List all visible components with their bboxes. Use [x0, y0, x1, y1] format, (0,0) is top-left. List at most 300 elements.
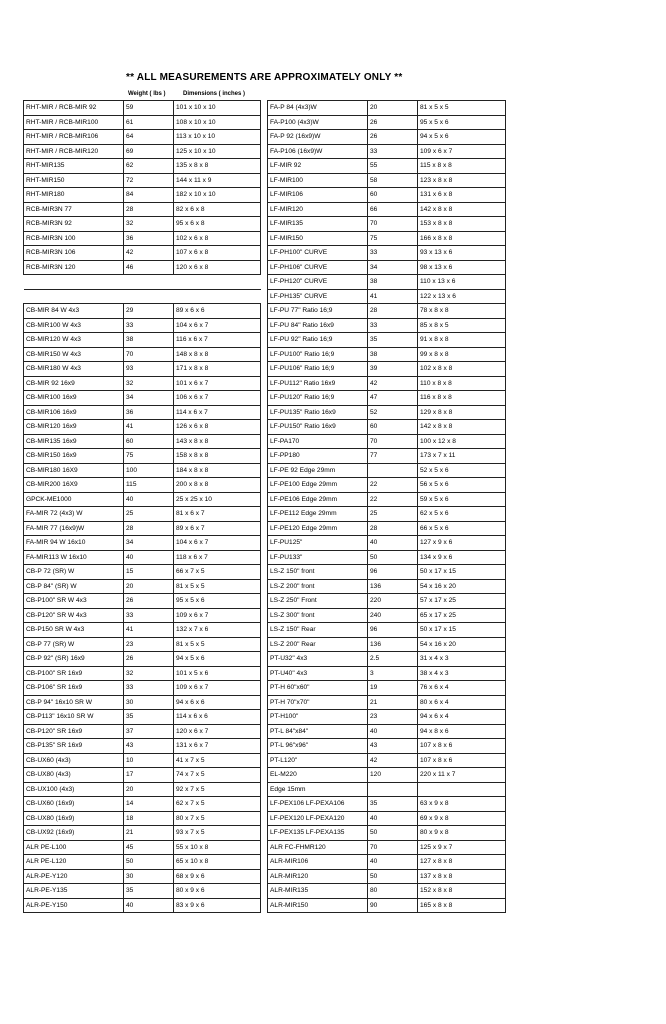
weight-cell: 40	[368, 855, 418, 870]
dimensions-cell: 220 x 11 x 7	[418, 768, 506, 783]
dimensions-cell: 81 x 5 x 5	[174, 637, 261, 652]
table-row	[268, 217, 506, 232]
model-cell: CB-MIR150 16x9	[24, 449, 124, 464]
model-cell: GPCK-ME1000	[24, 492, 124, 507]
dimensions-cell: 120 x 6 x 8	[174, 260, 261, 275]
table-row	[268, 463, 506, 478]
dimensions-cell: 109 x 6 x 7	[174, 681, 261, 696]
dimensions-cell: 78 x 8 x 8	[418, 304, 506, 319]
weight-cell: 70	[368, 434, 418, 449]
dimensions-cell: 99 x 8 x 8	[418, 347, 506, 362]
weight-cell: 50	[368, 869, 418, 884]
dimensions-cell: 65 x 17 x 25	[418, 608, 506, 623]
dimensions-cell: 80 x 7 x 5	[174, 811, 261, 826]
model-cell: PT-H 70"x70"	[268, 695, 368, 710]
model-cell: PT-H100"	[268, 710, 368, 725]
table-row	[268, 101, 506, 116]
weight-cell: 36	[124, 405, 174, 420]
weight-cell	[124, 289, 174, 304]
model-cell: LF-PU 77" Ratio 16;9	[268, 304, 368, 319]
dimensions-cell: 95 x 5 x 6	[174, 594, 261, 609]
table-row	[268, 507, 506, 522]
weight-cell	[368, 463, 418, 478]
model-cell: CB-UX60 (16x9)	[24, 797, 124, 812]
dimensions-cell: 83 x 9 x 6	[174, 898, 261, 913]
dimensions-cell: 89 x 6 x 7	[174, 521, 261, 536]
weight-cell: 115	[124, 478, 174, 493]
weight-cell: 80	[368, 884, 418, 899]
weight-cell: 77	[368, 449, 418, 464]
dimensions-cell: 108 x 10 x 10	[174, 115, 261, 130]
model-cell: PT-L 84"x84"	[268, 724, 368, 739]
dimensions-cell: 101 x 6 x 7	[174, 376, 261, 391]
model-cell: FA-MIR113 W 16x10	[24, 550, 124, 565]
weight-cell: 120	[368, 768, 418, 783]
model-cell: RHT-MIR / RCB-MIR 92	[24, 101, 124, 116]
table-row	[268, 434, 506, 449]
table-row	[268, 594, 506, 609]
table-row	[268, 115, 506, 130]
model-cell: LF-PU 92" Ratio 16;9	[268, 333, 368, 348]
dimensions-cell: 166 x 8 x 8	[418, 231, 506, 246]
model-cell: CB-MIR135 16x9	[24, 434, 124, 449]
dimensions-cell: 62 x 7 x 5	[174, 797, 261, 812]
dimensions-cell: 114 x 6 x 7	[174, 405, 261, 420]
model-cell: CB-MIR 84 W 4x3	[24, 304, 124, 319]
dimensions-cell: 165 x 8 x 8	[418, 898, 506, 913]
weight-cell: 22	[368, 478, 418, 493]
table-row	[24, 275, 261, 290]
weight-cell: 30	[124, 869, 174, 884]
model-cell: CB-P 84" (SR) W	[24, 579, 124, 594]
model-cell: LF-PU133"	[268, 550, 368, 565]
dimensions-cell: 31 x 4 x 3	[418, 652, 506, 667]
dimensions-cell: 158 x 8 x 8	[174, 449, 261, 464]
dimensions-cell: 114 x 6 x 6	[174, 710, 261, 725]
model-cell: LF-MIR135	[268, 217, 368, 232]
model-cell: ALR-MIR135	[268, 884, 368, 899]
table-row	[24, 826, 261, 841]
table-row	[24, 478, 261, 493]
weight-cell: 46	[124, 260, 174, 275]
table-row	[268, 304, 506, 319]
model-cell: RCB-MIR3N 77	[24, 202, 124, 217]
table-row	[268, 318, 506, 333]
table-row	[268, 188, 506, 203]
model-cell: CB-MIR 92 16x9	[24, 376, 124, 391]
table-row	[24, 217, 261, 232]
weight-cell: 47	[368, 391, 418, 406]
weight-cell: 37	[124, 724, 174, 739]
model-cell: LF-MIR120	[268, 202, 368, 217]
table-row	[268, 550, 506, 565]
model-cell: CB-UX92 (16x9)	[24, 826, 124, 841]
table-row	[24, 739, 261, 754]
dimensions-cell: 101 x 10 x 10	[174, 101, 261, 116]
weight-cell: 36	[124, 231, 174, 246]
weight-cell: 14	[124, 797, 174, 812]
dimensions-cell: 38 x 4 x 3	[418, 666, 506, 681]
weight-cell: 34	[368, 260, 418, 275]
model-cell: Edge 15mm	[268, 782, 368, 797]
weight-cell: 20	[124, 579, 174, 594]
weight-cell: 28	[368, 521, 418, 536]
weight-cell: 84	[124, 188, 174, 203]
model-cell: PT-L120"	[268, 753, 368, 768]
weight-cell: 136	[368, 637, 418, 652]
table-row	[24, 811, 261, 826]
table-row	[268, 449, 506, 464]
model-cell: LS-Z 300" front	[268, 608, 368, 623]
model-cell: CB-UX80 (4x3)	[24, 768, 124, 783]
table-row	[268, 695, 506, 710]
dimensions-cell: 142 x 8 x 8	[418, 202, 506, 217]
dimensions-cell: 94 x 6 x 4	[418, 710, 506, 725]
model-cell: LF-PE 92 Edge 29mm	[268, 463, 368, 478]
dimensions-cell: 107 x 8 x 6	[418, 739, 506, 754]
model-cell: PT-L 96"x96"	[268, 739, 368, 754]
dimensions-cell: 153 x 8 x 8	[418, 217, 506, 232]
table-row	[268, 130, 506, 145]
weight-cell: 33	[124, 608, 174, 623]
model-cell: CB-P150 SR W 4x3	[24, 623, 124, 638]
weight-cell: 55	[368, 159, 418, 174]
dimensions-cell: 102 x 8 x 8	[418, 362, 506, 377]
table-row	[268, 144, 506, 159]
model-cell: RHT-MIR150	[24, 173, 124, 188]
weight-cell: 64	[124, 130, 174, 145]
dimensions-cell: 135 x 8 x 8	[174, 159, 261, 174]
model-cell: LS-Z 200" front	[268, 579, 368, 594]
table-row	[268, 405, 506, 420]
weight-cell: 33	[124, 681, 174, 696]
dimensions-column-header: Dimensions ( inches )	[183, 91, 246, 97]
table-row	[268, 753, 506, 768]
table-row	[24, 318, 261, 333]
weight-cell: 240	[368, 608, 418, 623]
model-cell: CB-MIR120 16x9	[24, 420, 124, 435]
dimensions-cell: 122 x 13 x 6	[418, 289, 506, 304]
dimensions-cell: 131 x 6 x 7	[174, 739, 261, 754]
dimensions-cell: 120 x 6 x 7	[174, 724, 261, 739]
table-row	[24, 173, 261, 188]
weight-cell: 100	[124, 463, 174, 478]
model-cell: LF-PE106 Edge 29mm	[268, 492, 368, 507]
table-row	[268, 898, 506, 913]
weight-cell: 69	[124, 144, 174, 159]
model-cell: PT-H 60"x60"	[268, 681, 368, 696]
table-row	[24, 768, 261, 783]
weight-cell: 41	[368, 289, 418, 304]
table-row	[268, 202, 506, 217]
table-row	[24, 884, 261, 899]
dimensions-cell: 81 x 5 x 5	[418, 101, 506, 116]
dimensions-cell: 109 x 6 x 7	[174, 608, 261, 623]
dimensions-cell: 50 x 17 x 15	[418, 565, 506, 580]
table-row	[24, 405, 261, 420]
table-row	[24, 579, 261, 594]
weight-cell: 33	[124, 318, 174, 333]
weight-cell: 38	[368, 275, 418, 290]
weight-cell: 60	[368, 188, 418, 203]
model-cell: CB-P 92" (SR) 16x9	[24, 652, 124, 667]
model-cell: ALR PE-L120	[24, 855, 124, 870]
table-row	[268, 623, 506, 638]
table-row	[268, 231, 506, 246]
dimensions-cell: 82 x 6 x 8	[174, 202, 261, 217]
weight-cell: 34	[124, 391, 174, 406]
table-row	[24, 463, 261, 478]
weight-cell: 61	[124, 115, 174, 130]
dimensions-cell: 127 x 9 x 6	[418, 536, 506, 551]
weight-cell: 32	[124, 666, 174, 681]
dimensions-cell: 93 x 7 x 5	[174, 826, 261, 841]
model-cell: LS-Z 250" Front	[268, 594, 368, 609]
model-cell: CB-P113" 16x10 SR W	[24, 710, 124, 725]
dimensions-cell: 148 x 8 x 8	[174, 347, 261, 362]
dimensions-cell: 54 x 16 x 20	[418, 579, 506, 594]
model-cell: FA-P 84 (4x3)W	[268, 101, 368, 116]
dimensions-cell: 50 x 17 x 15	[418, 623, 506, 638]
weight-cell: 40	[368, 536, 418, 551]
weight-cell: 26	[124, 652, 174, 667]
model-cell	[24, 289, 124, 304]
weight-cell: 33	[368, 246, 418, 261]
table-row	[268, 768, 506, 783]
table-row	[268, 666, 506, 681]
table-row	[268, 536, 506, 551]
weight-cell: 75	[368, 231, 418, 246]
dimensions-cell: 98 x 13 x 6	[418, 260, 506, 275]
model-cell: ALR-PE-Y135	[24, 884, 124, 899]
weight-cell: 96	[368, 565, 418, 580]
table-row	[268, 797, 506, 812]
table-row	[268, 376, 506, 391]
dimensions-cell: 95 x 6 x 8	[174, 217, 261, 232]
table-row	[24, 753, 261, 768]
model-cell: PT-U32" 4x3	[268, 652, 368, 667]
dimensions-cell: 110 x 8 x 8	[418, 376, 506, 391]
table-row	[24, 536, 261, 551]
weight-cell: 50	[368, 826, 418, 841]
model-cell: LF-PEX135 LF-PEXA135	[268, 826, 368, 841]
table-row	[24, 202, 261, 217]
table-row	[268, 869, 506, 884]
weight-cell: 42	[124, 246, 174, 261]
dimensions-cell: 81 x 5 x 5	[174, 579, 261, 594]
weight-cell: 23	[368, 710, 418, 725]
dimensions-cell: 113 x 10 x 10	[174, 130, 261, 145]
dimensions-cell: 89 x 6 x 6	[174, 304, 261, 319]
model-cell: PT-U40" 4x3	[268, 666, 368, 681]
weight-cell: 50	[368, 550, 418, 565]
dimensions-cell	[418, 782, 506, 797]
weight-cell: 32	[124, 376, 174, 391]
weight-cell: 136	[368, 579, 418, 594]
weight-cell: 39	[368, 362, 418, 377]
dimensions-cell: 94 x 5 x 6	[418, 130, 506, 145]
table-row	[24, 594, 261, 609]
table-row	[24, 260, 261, 275]
table-row	[24, 710, 261, 725]
model-cell: CB-P 94" 16x10 SR W	[24, 695, 124, 710]
model-cell: ALR-PE-Y120	[24, 869, 124, 884]
model-cell: LF-PU100" Ratio 16;9	[268, 347, 368, 362]
dimensions-cell: 25 x 25 x 10	[174, 492, 261, 507]
table-row	[24, 608, 261, 623]
model-cell: FA-MIR 72 (4x3) W	[24, 507, 124, 522]
table-row	[24, 130, 261, 145]
table-row	[24, 681, 261, 696]
dimensions-cell: 63 x 9 x 8	[418, 797, 506, 812]
model-cell: CB-P100" SR 16x9	[24, 666, 124, 681]
dimensions-cell: 56 x 5 x 6	[418, 478, 506, 493]
dimensions-cell: 85 x 8 x 5	[418, 318, 506, 333]
weight-cell: 32	[124, 217, 174, 232]
model-cell: CB-MIR100 W 4x3	[24, 318, 124, 333]
dimensions-cell: 76 x 6 x 4	[418, 681, 506, 696]
model-cell: LF-PA170	[268, 434, 368, 449]
table-row	[24, 840, 261, 855]
weight-cell: 29	[124, 304, 174, 319]
model-cell: CB-MIR106 16x9	[24, 405, 124, 420]
weight-cell: 21	[124, 826, 174, 841]
model-cell: RHT-MIR / RCB-MIR120	[24, 144, 124, 159]
model-cell: RCB-MIR3N 106	[24, 246, 124, 261]
weight-cell: 93	[124, 362, 174, 377]
weight-cell: 66	[368, 202, 418, 217]
table-row	[268, 565, 506, 580]
dimensions-cell: 57 x 17 x 25	[418, 594, 506, 609]
table-row	[24, 391, 261, 406]
table-row	[268, 159, 506, 174]
dimensions-cell: 104 x 6 x 7	[174, 318, 261, 333]
table-row	[268, 681, 506, 696]
dimensions-cell: 184 x 8 x 8	[174, 463, 261, 478]
table-row	[24, 666, 261, 681]
dimensions-cell: 54 x 16 x 20	[418, 637, 506, 652]
model-cell: CB-UX80 (16x9)	[24, 811, 124, 826]
dimensions-cell: 116 x 6 x 7	[174, 333, 261, 348]
model-cell: LS-Z 150" Rear	[268, 623, 368, 638]
weight-cell: 33	[368, 144, 418, 159]
weight-cell: 40	[124, 492, 174, 507]
weight-cell: 3	[368, 666, 418, 681]
model-cell: LF-PU 84" Ratio 16x9	[268, 318, 368, 333]
dimensions-cell: 137 x 8 x 8	[418, 869, 506, 884]
weight-cell: 25	[124, 507, 174, 522]
model-cell: CB-P120" SR 16x9	[24, 724, 124, 739]
table-row	[24, 855, 261, 870]
weight-cell: 43	[368, 739, 418, 754]
weight-cell: 60	[368, 420, 418, 435]
weight-cell: 70	[124, 347, 174, 362]
dimensions-cell: 41 x 7 x 5	[174, 753, 261, 768]
model-cell: LF-PU135" Ratio 16x9	[268, 405, 368, 420]
dimensions-cell: 101 x 5 x 6	[174, 666, 261, 681]
weight-cell: 28	[368, 304, 418, 319]
weight-cell: 33	[368, 318, 418, 333]
dimensions-cell: 80 x 9 x 8	[418, 826, 506, 841]
model-cell: CB-MIR120 W 4x3	[24, 333, 124, 348]
table-row	[24, 652, 261, 667]
dimensions-cell: 95 x 5 x 6	[418, 115, 506, 130]
dimensions-cell: 66 x 7 x 5	[174, 565, 261, 580]
weight-cell: 70	[368, 217, 418, 232]
table-row	[24, 115, 261, 130]
dimensions-cell: 68 x 9 x 6	[174, 869, 261, 884]
weight-cell: 45	[124, 840, 174, 855]
model-cell: ALR-MIR150	[268, 898, 368, 913]
model-cell: FA-MIR 94 W 16x10	[24, 536, 124, 551]
table-row	[268, 333, 506, 348]
model-cell: CB-P 72 (SR) W	[24, 565, 124, 580]
model-cell: RHT-MIR180	[24, 188, 124, 203]
dimensions-cell: 81 x 6 x 7	[174, 507, 261, 522]
weight-cell: 96	[368, 623, 418, 638]
table-row	[268, 391, 506, 406]
model-cell: ALR-MIR106	[268, 855, 368, 870]
dimensions-cell: 144 x 11 x 9	[174, 173, 261, 188]
model-cell	[24, 275, 124, 290]
weight-cell: 19	[368, 681, 418, 696]
dimensions-cell	[174, 289, 261, 304]
model-cell: EL-M220	[268, 768, 368, 783]
dimensions-cell: 107 x 8 x 6	[418, 753, 506, 768]
weight-cell: 35	[368, 333, 418, 348]
weight-cell: 30	[124, 695, 174, 710]
weight-cell: 26	[124, 594, 174, 609]
table-row	[24, 550, 261, 565]
model-cell: CB-P120" SR W 4x3	[24, 608, 124, 623]
table-row	[268, 478, 506, 493]
table-row	[268, 724, 506, 739]
model-cell: ALR PE-L100	[24, 840, 124, 855]
table-row	[24, 333, 261, 348]
table-row	[24, 159, 261, 174]
weight-cell: 43	[124, 739, 174, 754]
dimensions-cell: 80 x 6 x 4	[418, 695, 506, 710]
weight-cell: 41	[124, 420, 174, 435]
weight-cell: 2.5	[368, 652, 418, 667]
dimensions-cell: 106 x 6 x 7	[174, 391, 261, 406]
weight-cell: 38	[124, 333, 174, 348]
model-cell: CB-MIR100 16x9	[24, 391, 124, 406]
table-row	[24, 376, 261, 391]
dimensions-cell: 116 x 8 x 8	[418, 391, 506, 406]
dimensions-cell: 132 x 7 x 6	[174, 623, 261, 638]
table-row	[24, 898, 261, 913]
weight-cell: 10	[124, 753, 174, 768]
table-row	[268, 289, 506, 304]
dimensions-cell: 65 x 10 x 8	[174, 855, 261, 870]
dimensions-cell: 171 x 8 x 8	[174, 362, 261, 377]
table-row	[268, 884, 506, 899]
weight-cell: 220	[368, 594, 418, 609]
model-cell: LF-PU150" Ratio 16x9	[268, 420, 368, 435]
weight-cell: 20	[368, 101, 418, 116]
model-cell: CB-P 77 (SR) W	[24, 637, 124, 652]
model-cell: ALR-MIR120	[268, 869, 368, 884]
weight-cell: 59	[124, 101, 174, 116]
table-row	[24, 101, 261, 116]
dimensions-cell: 200 x 8 x 8	[174, 478, 261, 493]
dimensions-cell: 94 x 8 x 6	[418, 724, 506, 739]
model-cell: LS-Z 150" front	[268, 565, 368, 580]
table-row	[268, 246, 506, 261]
left-measurement-table	[23, 100, 261, 913]
model-cell: LF-PU120" Ratio 16;9	[268, 391, 368, 406]
